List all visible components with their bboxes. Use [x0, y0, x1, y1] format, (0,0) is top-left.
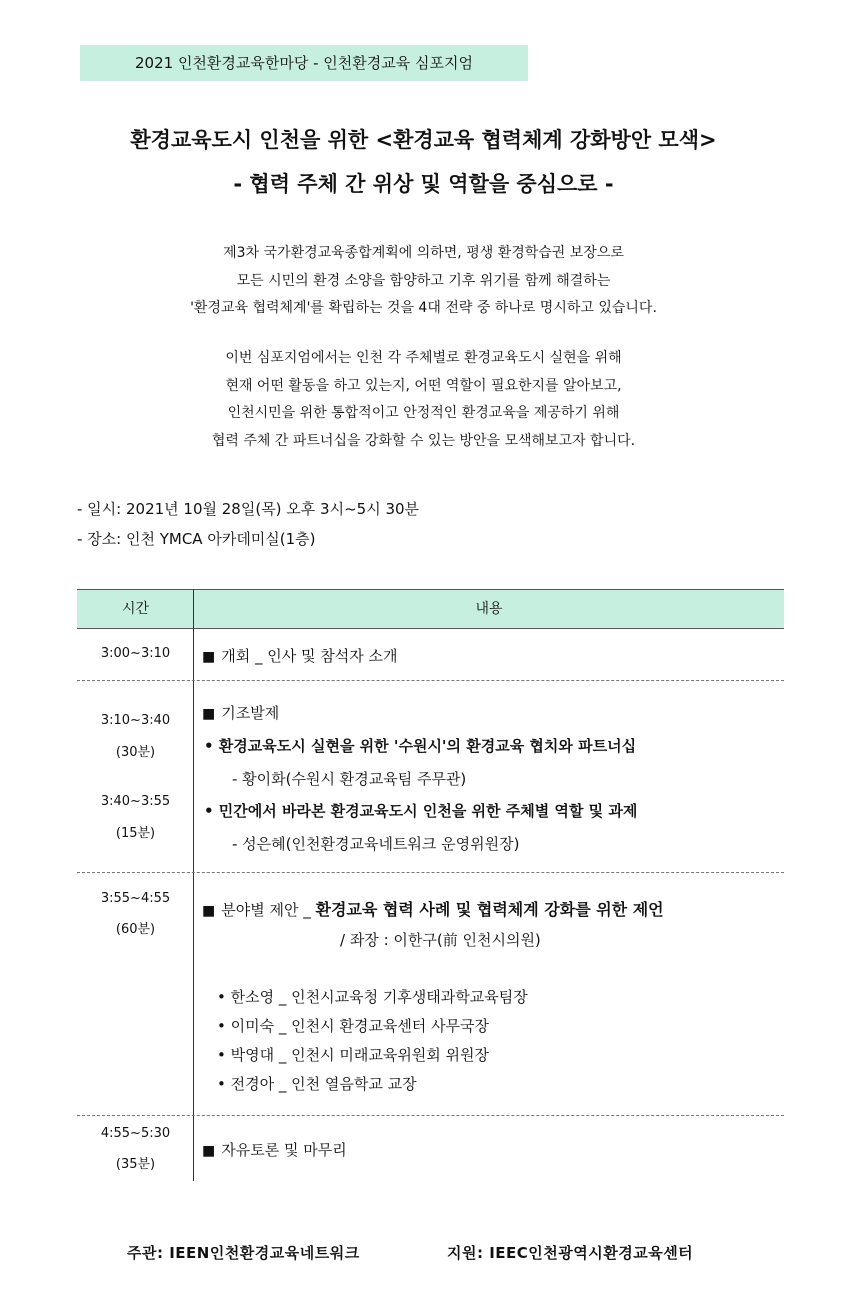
intro-line: 인천시민을 위한 통합적이고 안정적인 환경교육을 제공하기 위해: [227, 405, 620, 421]
panelist-item: • 한소영 _ 인천시교육청 기후생태과학교육팀장: [217, 988, 528, 1006]
closing-item: [202, 1139, 347, 1160]
intro-paragraph-2: [0, 345, 847, 455]
closing-text: 자유토론 및 마무리: [221, 1141, 347, 1159]
keynote-speaker-1: - 황이화(수원시 환경교육팀 주무관): [232, 770, 467, 788]
schedule-table-header: [77, 589, 784, 629]
time-proposals: 3:55~4:55: [100, 891, 171, 906]
table-column-divider: [193, 589, 194, 1181]
header-time: 시간: [121, 601, 150, 617]
intro-paragraph-1: [0, 240, 847, 323]
time-keynote-1: 3:10~3:40: [100, 713, 171, 728]
document-subtitle: - 협력 주체 간 위상 및 역할을 중심으로 -: [233, 172, 614, 196]
footer-host: 주관: IEEN인천환경교육네트워크: [127, 1244, 360, 1262]
opening-item: [202, 645, 397, 666]
panelist-item: • 박영대 _ 인천시 미래교육위원회 위원장: [217, 1046, 490, 1064]
keynote-heading-text: 기조발제: [221, 704, 280, 722]
event-banner: 2021 인천환경교육한마당 - 인천환경교육 심포지엄: [80, 45, 528, 81]
square-bullet-icon: ■: [202, 649, 216, 665]
duration-closing: (35분): [115, 1157, 156, 1172]
proposals-topic: 환경교육 협력 사례 및 협력체계 강화를 위한 제언: [315, 900, 664, 919]
time-closing: 4:55~5:30: [100, 1126, 171, 1141]
event-place: - 장소: 인천 YMCA 아카데미실(1층): [77, 530, 316, 548]
event-date: - 일시: 2021년 10월 28일(목) 오후 3시~5시 30분: [77, 500, 420, 518]
square-bullet-icon: ■: [202, 1143, 216, 1159]
document-title: 환경교육도시 인천을 위한 <환경교육 협력체계 강화방안 모색>: [130, 128, 717, 152]
panelist-item: • 이미숙 _ 인천시 환경교육센터 사무국장: [217, 1017, 490, 1035]
keynote-talk-2: • 민간에서 바라본 환경교육도시 인천을 위한 주체별 역할 및 과제: [204, 802, 638, 820]
keynote-heading: [202, 702, 279, 723]
duration-proposals: (60분): [115, 922, 156, 937]
intro-line: 현재 어떤 활동을 하고 있는지, 어떤 역할이 필요한지를 알아보고,: [225, 377, 622, 394]
proposals-prefix: 분야별 제안 _: [221, 901, 316, 919]
intro-line: 제3차 국가환경교육종합계획에 의하면, 평생 환경학습권 보장으로: [223, 245, 624, 261]
intro-line: 모든 시민의 환경 소양을 함양하고 기후 위기를 함께 해결하는: [236, 272, 611, 289]
row-divider: [77, 1115, 784, 1116]
header-content: 내용: [475, 601, 503, 617]
time-keynote-2: 3:40~3:55: [100, 794, 171, 809]
time-opening: 3:00~3:10: [100, 646, 171, 661]
footer-support: 지원: IEEC인천광역시환경교육센터: [447, 1244, 694, 1262]
proposals-heading: [202, 897, 664, 920]
intro-line: 이번 심포지엄에서는 인천 각 주체별로 환경교육도시 실현을 위해: [225, 350, 622, 366]
duration-keynote-1: (30분): [115, 745, 156, 760]
intro-line: '환경교육 협력체계'를 확립하는 것을 4대 전략 중 하나로 명시하고 있습니다.: [190, 300, 657, 316]
row-divider: [77, 680, 784, 681]
panelist-item: • 전경아 _ 인천 열음학교 교장: [217, 1075, 417, 1093]
keynote-speaker-2: - 성은혜(인천환경교육네트워크 운영위원장): [232, 835, 520, 853]
duration-keynote-2: (15분): [115, 826, 156, 841]
square-bullet-icon: ■: [202, 706, 216, 722]
square-bullet-icon: ■: [202, 903, 216, 919]
keynote-talk-1: • 환경교육도시 실현을 위한 '수원시'의 환경교육 협치와 파트너십: [204, 737, 637, 755]
intro-line: 협력 주체 간 파트너십을 강화할 수 있는 방안을 모색해보고자 합니다.: [211, 432, 636, 449]
proposals-chair: / 좌장 : 이한구(前 인천시의원): [340, 931, 541, 949]
opening-text: 개회 _ 인사 및 참석자 소개: [221, 647, 398, 665]
row-divider: [77, 872, 784, 873]
